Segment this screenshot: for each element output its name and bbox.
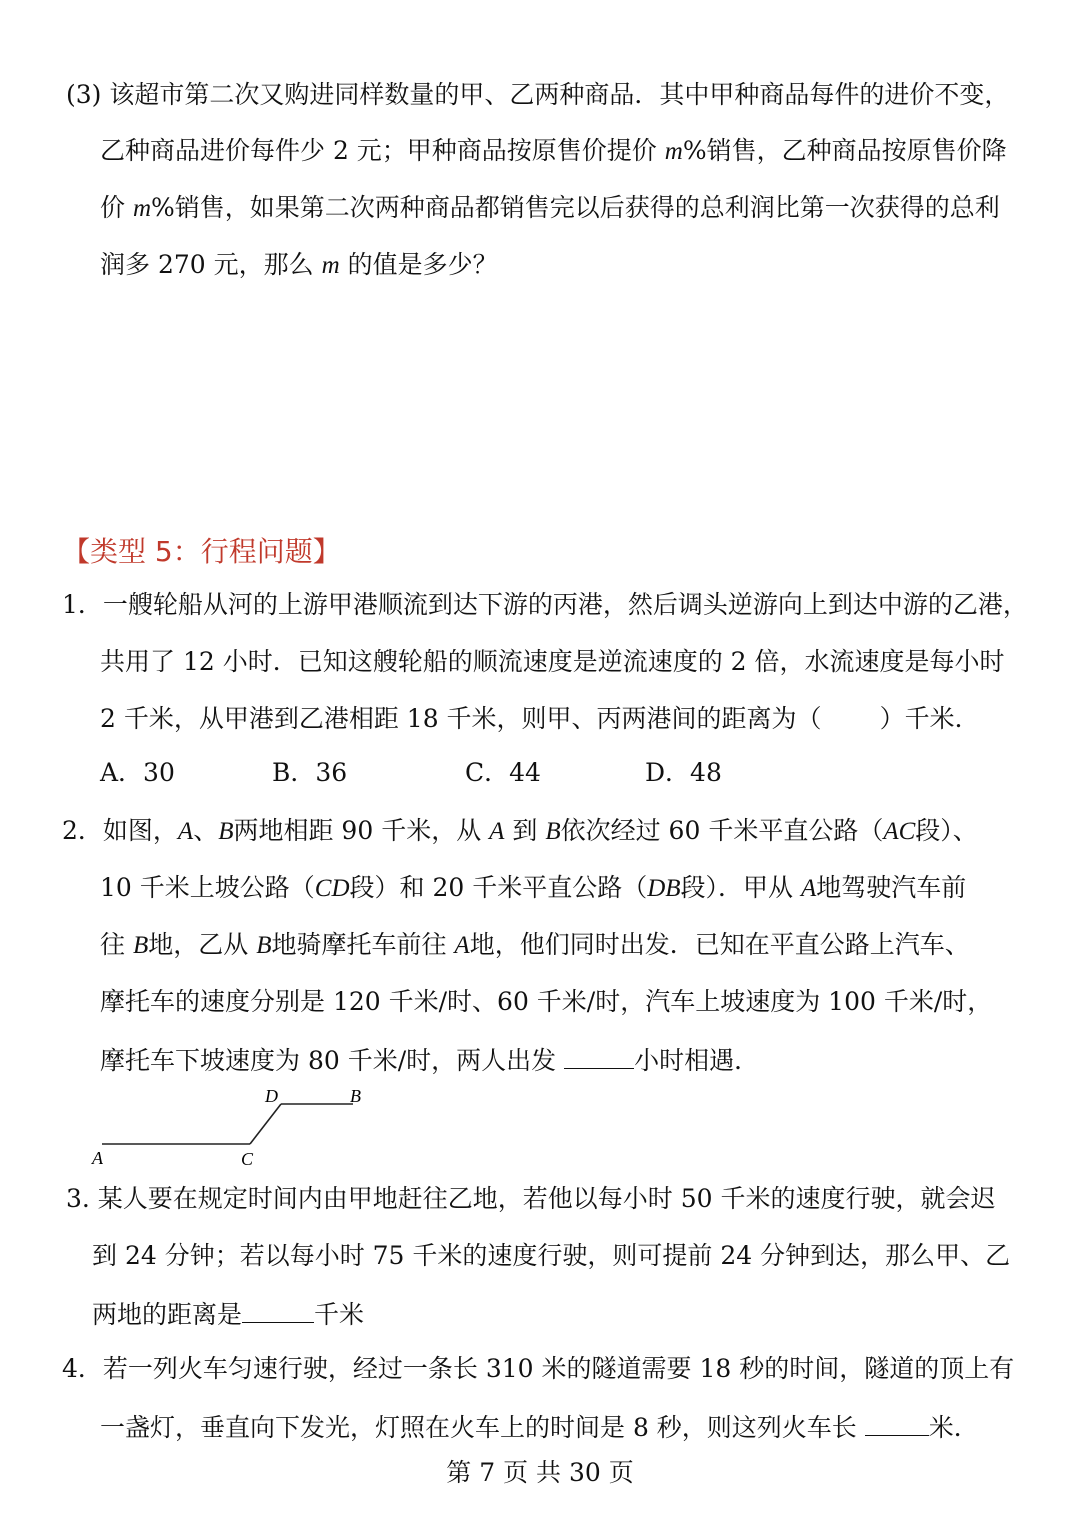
text: %销售，如果第二次两种商品都销售完以后获得的总利润比第一次获得的总利 bbox=[151, 193, 1000, 222]
q2-line-4: 摩托车的速度分别是 120 千米/时、60 千米/时，汽车上坡速度为 100 千米/时， bbox=[100, 987, 993, 1016]
q3-line-1: 3. 某人要在规定时间内由甲地赶往乙地，若他以每小时 50 千米的速度行驶，就会迟 bbox=[66, 1184, 996, 1213]
answer-blank bbox=[242, 1296, 314, 1323]
q1-choice-b: B．36 bbox=[272, 758, 348, 787]
label-c: C bbox=[241, 1149, 254, 1169]
label-b: B bbox=[350, 1086, 361, 1106]
text: ）千米． bbox=[879, 704, 980, 733]
part3-line-1: (3) 该超市第二次又购进同样数量的甲、乙两种商品．其中甲种商品每件的进价不变， bbox=[66, 80, 1010, 109]
text: 2．如图， bbox=[62, 816, 178, 845]
text: 段）．甲从 bbox=[680, 873, 801, 902]
text: 米． bbox=[928, 1413, 979, 1442]
q4-line-1: 4．若一列火车匀速行驶，经过一条长 310 米的隧道需要 18 秒的时间，隧道的顶上有 bbox=[62, 1354, 1015, 1383]
q2-line-2 bbox=[100, 871, 966, 906]
point-b: B bbox=[545, 818, 561, 845]
text: 润多 270 元，那么 bbox=[100, 250, 322, 279]
road-diagram bbox=[85, 1080, 385, 1175]
text: 小时相遇． bbox=[634, 1046, 760, 1075]
part3-line-4 bbox=[100, 248, 498, 283]
text: 往 bbox=[100, 930, 133, 959]
text: 到 bbox=[504, 816, 546, 845]
point-a: A bbox=[177, 818, 194, 845]
text: 两地的距离是 bbox=[92, 1300, 243, 1329]
text: 价 bbox=[100, 193, 133, 222]
q1-line-2: 共用了 12 小时．已知这艘轮船的顺流速度是逆流速度的 2 倍，水流速度是每小时 bbox=[100, 647, 1005, 676]
text: %销售，乙种商品按原售价降 bbox=[682, 136, 1007, 165]
q1-choice-c: C．44 bbox=[465, 758, 541, 787]
text: 一盏灯，垂直向下发光，灯照在火车上的时间是 8 秒，则这列火车长 bbox=[100, 1413, 865, 1442]
text: 摩托车下坡速度为 80 千米/时，两人出发 bbox=[100, 1046, 565, 1075]
text: 地驾驶汽车前 bbox=[816, 873, 967, 902]
text: 10 千米上坡公路（ bbox=[100, 873, 315, 902]
q2-line-1 bbox=[62, 814, 978, 849]
part3-line-3 bbox=[100, 191, 1000, 226]
text: 地骑摩托车前往 bbox=[271, 930, 455, 959]
point-a: A bbox=[454, 932, 470, 959]
text: 乙种商品进价每件少 2 元；甲种商品按原售价提价 bbox=[100, 136, 665, 165]
page-footer: 第 7 页 共 30 页 bbox=[446, 1458, 634, 1487]
point-a: A bbox=[801, 875, 817, 902]
segment-db: DB bbox=[647, 875, 681, 902]
label-d: D bbox=[265, 1086, 278, 1106]
q1-choice-d: D．48 bbox=[645, 758, 722, 787]
text: 段）和 20 千米平直公路（ bbox=[349, 873, 648, 902]
segment-cd: CD bbox=[314, 875, 350, 902]
point-a: A bbox=[489, 818, 505, 845]
var-m: m bbox=[321, 252, 340, 279]
text: 地，乙从 bbox=[148, 930, 257, 959]
q1-line-3 bbox=[100, 702, 980, 736]
answer-blank bbox=[564, 1042, 634, 1069]
q3-line-3 bbox=[92, 1296, 364, 1332]
text: 千米 bbox=[314, 1300, 365, 1329]
segment-cd-line bbox=[250, 1104, 281, 1144]
q1-line-1: 1．一艘轮船从河的上游甲港顺流到达下游的丙港，然后调头逆游向上到达中游的乙港， bbox=[62, 590, 1028, 619]
q1-choice-a: A．30 bbox=[100, 758, 175, 787]
q2-line-3 bbox=[100, 928, 970, 963]
q3-line-2: 到 24 分钟；若以每小时 75 千米的速度行驶，则可提前 24 分钟到达，那么甲、乙 bbox=[92, 1241, 1011, 1270]
text: 地，他们同时出发．已知在平直公路上汽车、 bbox=[469, 930, 970, 959]
text: 、 bbox=[193, 816, 219, 845]
section-heading: 【类型 5：行程问题】 bbox=[62, 535, 341, 568]
point-b: B bbox=[256, 932, 272, 959]
text: 两地相距 90 千米，从 bbox=[233, 816, 490, 845]
q4-line-2 bbox=[100, 1409, 979, 1445]
text: 依次经过 60 千米平直公路（ bbox=[560, 816, 884, 845]
part3-line-2 bbox=[100, 134, 1007, 169]
var-m: m bbox=[132, 195, 152, 222]
answer-blank bbox=[865, 1409, 929, 1436]
var-m: m bbox=[664, 138, 683, 165]
q2-line-5 bbox=[100, 1042, 759, 1078]
segment-ac: AC bbox=[883, 818, 916, 845]
text: 段）、 bbox=[915, 816, 978, 845]
point-b: B bbox=[132, 932, 149, 959]
text: 2 千米，从甲港到乙港相距 18 千米，则甲、丙两港间的距离为（ bbox=[100, 704, 822, 733]
point-b: B bbox=[218, 818, 234, 845]
label-a: A bbox=[92, 1148, 103, 1168]
text: 的值是多少？ bbox=[339, 250, 498, 279]
